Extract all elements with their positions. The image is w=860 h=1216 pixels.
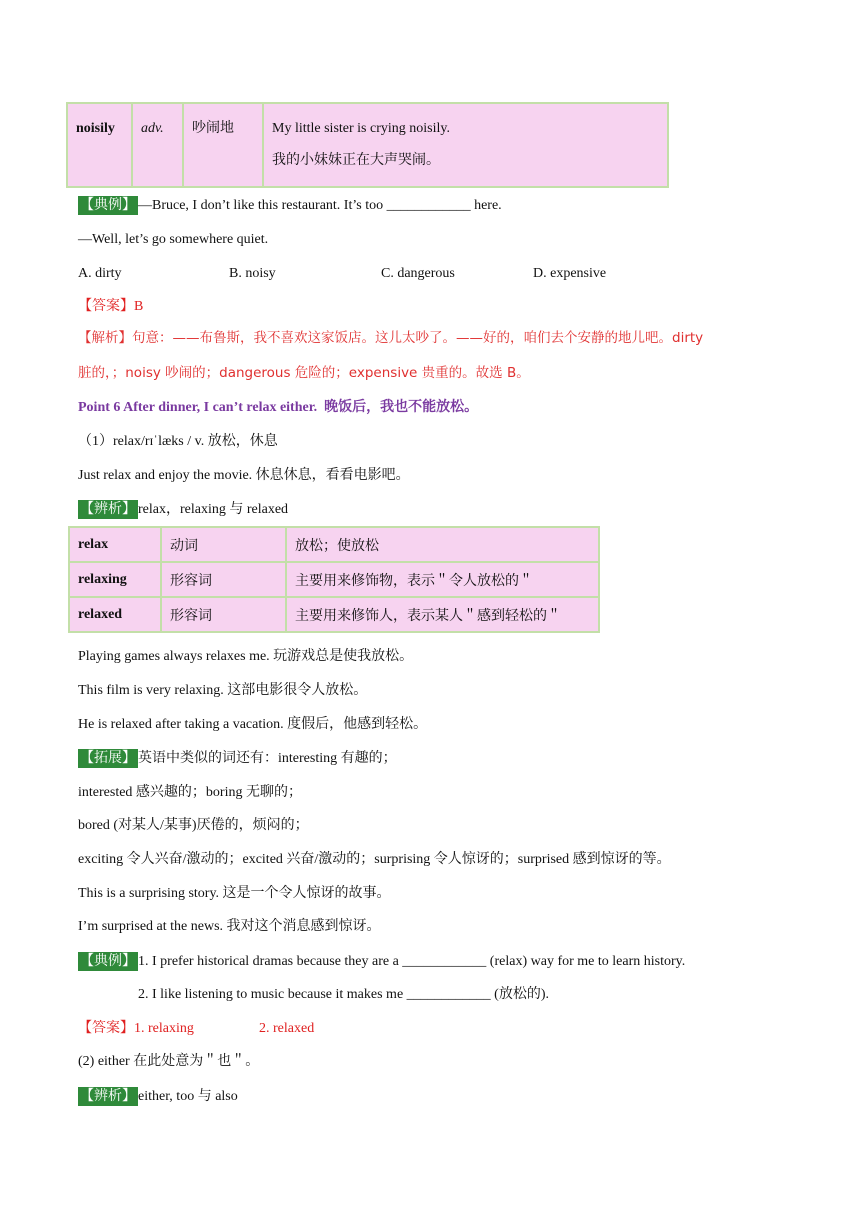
relax-table-row	[69, 527, 599, 562]
rel-word: relax	[69, 527, 161, 562]
rel-word: relaxed	[69, 597, 161, 632]
extend-line4: exciting 令人兴奋/激动的；excited 兴奋/激动的；surprising 令人惊讶的；surprised 感到惊讶的等。	[78, 852, 671, 867]
sentence-3: He is relaxed after taking a vacation. 度假后，他感到轻松。	[78, 717, 428, 732]
relax-table-row	[69, 562, 599, 597]
answer-tag: 【答案】	[78, 299, 134, 314]
rel-pos: 动词	[161, 527, 286, 562]
either-definition: (2) either 在此处意为＂也＂。	[78, 1054, 260, 1069]
option-a: A. dirty	[78, 266, 122, 281]
relax-table-row	[69, 597, 599, 632]
extend-line6: I’m surprised at the news. 我对这个消息感到惊讶。	[78, 919, 381, 934]
rel-meaning: 主要用来修饰人，表示某人＂感到轻松的＂	[286, 597, 599, 632]
answer-tag: 【答案】	[78, 1021, 134, 1036]
answer2-a1: 1. relaxing	[134, 1021, 194, 1036]
vocab-meaning: 吵闹地	[183, 103, 263, 187]
option-d: D. expensive	[533, 266, 607, 281]
vocab-example-en: My little sister is crying noisily.	[272, 121, 450, 136]
extend-line5: This is a surprising story. 这是一个令人惊讶的故事。	[78, 886, 391, 901]
option-c: C. dangerous	[381, 266, 455, 281]
analysis1-line1: 【解析】句意：——布鲁斯，我不喜欢这家饭店。这儿太吵了。——好的，咱们去个安静的地儿吧。dirty	[78, 330, 704, 346]
option-b: B. noisy	[229, 266, 276, 281]
example-tag: 【典例】	[80, 954, 136, 969]
example2-q1: 【典例】 1. I prefer historical dramas because they are a ____________ (relax) way for me to learn history.	[80, 954, 686, 969]
extend-tag: 【拓展】	[80, 751, 136, 766]
example1-q2: —Well, let’s go somewhere quiet.	[78, 232, 269, 247]
analysis1-line2: 脏的，；noisy 吵闹的；dangerous 危险的；expensive 贵重的。故选 B。	[78, 365, 530, 381]
answer1-value: B	[134, 299, 144, 314]
rel-pos: 形容词	[161, 597, 286, 632]
discrim-tag: 【辨析】	[80, 502, 136, 517]
sentence-1: Playing games always relaxes me. 玩游戏总是使我放松。	[78, 649, 414, 664]
point6-title: Point 6 After dinner, I can’t relax either. 晚饭后，我也不能放松。	[78, 400, 479, 415]
vocab-row	[67, 103, 668, 187]
example1-question	[78, 196, 502, 215]
discrim2: 【辨析】 either, too 与 also	[80, 1089, 238, 1104]
vocab-example	[263, 103, 668, 187]
answer1	[78, 298, 143, 316]
extend-line3: bored (对某人/某事)厌倦的，烦闷的；	[78, 818, 309, 833]
sentence-2: This film is very relaxing. 这部电影很令人放松。	[78, 683, 368, 698]
vocab-word: noisily	[67, 103, 132, 187]
extend-line1: 【拓展】 英语中类似的词还有：interesting 有趣的；	[80, 751, 397, 766]
rel-meaning: 主要用来修饰物，表示＂令人放松的＂	[286, 562, 599, 597]
answer2	[78, 1020, 194, 1038]
rel-pos: 形容词	[161, 562, 286, 597]
example-tag: 【典例】	[80, 198, 136, 213]
relax-table	[68, 526, 600, 633]
relax-definition: （1）relax/rɪˈlæks / v. 放松，休息	[78, 434, 278, 449]
answer2-a2: 2. relaxed	[259, 1021, 315, 1036]
extend-line2: interested 感兴趣的；boring 无聊的；	[78, 785, 302, 800]
rel-word: relaxing	[69, 562, 161, 597]
vocab-example-cn: 我的小妹妹正在大声哭闹。	[272, 153, 440, 168]
analysis-tag: 【解析】	[78, 330, 132, 346]
rel-meaning: 放松；使放松	[286, 527, 599, 562]
relax-example: Just relax and enjoy the movie. 休息休息，看看电影吧。	[78, 468, 410, 483]
vocab-table	[66, 102, 669, 188]
example2-q2: 2. I like listening to music because it makes me ____________ (放松的).	[138, 987, 549, 1002]
example1-q1: —Bruce, I don’t like this restaurant. It’s too ____________ here.	[138, 198, 502, 213]
discrim1: 【辨析】 relax，relaxing 与 relaxed	[80, 502, 289, 517]
vocab-pos: adv.	[132, 103, 183, 187]
discrim-tag: 【辨析】	[80, 1089, 136, 1104]
